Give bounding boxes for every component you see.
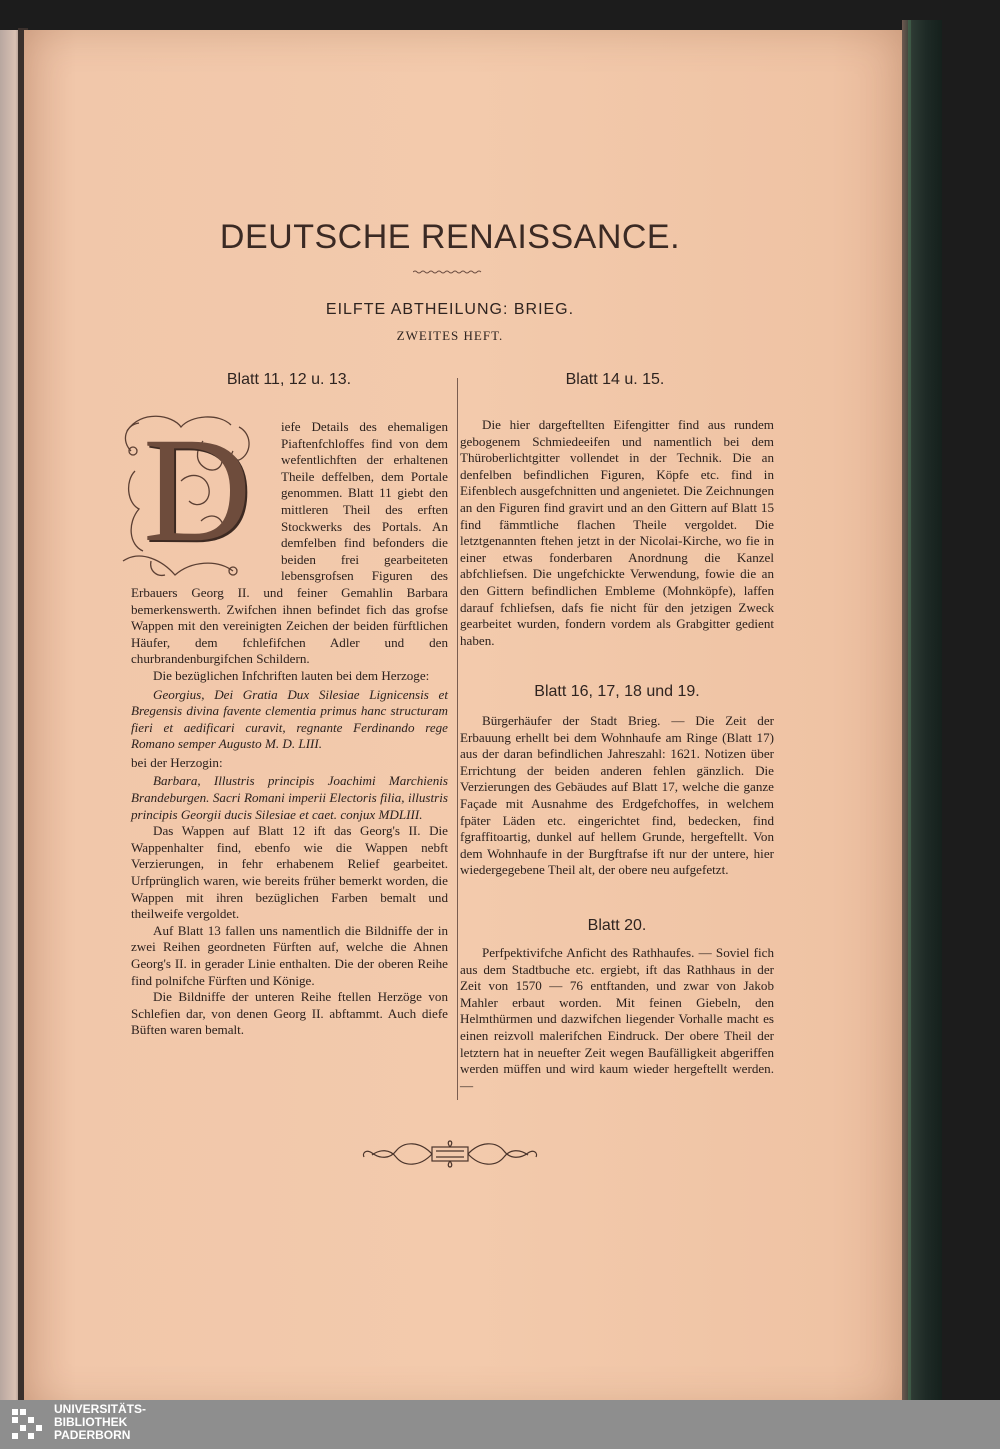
section-subtitle: EILFTE ABTHEILUNG: BRIEG. xyxy=(325,301,575,318)
right-paragraph-3: Perfpektivifche Anficht des Rathhaufes. — Soviel fich aus dem Stadtbuche etc. ergiebt, ift das Rathhaus in der Zeit von 1570 — 76 entftanden, und zwar von Jakob Mahler erbaut worden. Mit feinen Giebeln, den Helmthürmen und dazwifchen liegender Vorhalle macht es einen reizvoll malerifchen Eindruck. Der obere Theil der letztern hat in neuefter Zeit wegen Baufälligkeit abgeriffen werden müffen und wird kaum wieder hergeftellt werden. — xyxy=(460,945,774,1093)
left-paragraph-8: Die Bildniffe der unteren Reihe ftellen Herzöge von Schlefien dar, von denen Georg II. abftammt. Auch diefe Büften waren bemalt. xyxy=(131,989,448,1038)
library-name-line-3: PADERBORN xyxy=(54,1428,131,1442)
dropcap-letter: D xyxy=(143,407,252,573)
issue-label: ZWEITES HEFT. xyxy=(396,328,504,343)
library-footer-bar xyxy=(0,1400,1000,1449)
library-name xyxy=(54,1403,146,1442)
right-heading-1: Blatt 14 u. 15. xyxy=(565,371,665,388)
left-paragraph-6: Das Wappen auf Blatt 12 ift das Georg's II. Die Wappenhalter find, ebenfo wie die Wappen nebft Verzierungen, in fehr erhabenem Relief gearbeitet. Urfprünglich waren, wie bereits früher bemerkt worden, die Wappen mit ihren bezüglichen Farben bemalt und theilweife vergoldet. xyxy=(131,823,448,922)
book-cover-edge xyxy=(902,20,942,1415)
right-text-2 xyxy=(460,713,774,879)
library-name-line-1: UNIVERSITÄTS- xyxy=(54,1402,147,1416)
right-paragraph-1: Die hier dargeftellten Eifengitter find aus rundem gebogenem Schmiedeeifen und namentlich bei dem Thüroberlichtgitter vollendet in der Technik. Die an denfelben befindlichen Figuren, Köpfe etc. find in Eifenblech ausgefchnitten und angenietet. Die Zeichnungen an den Figuren find gravirt und an den Gittern auf Blatt 15 find fämmtliche flachen Theile vergoldet. Die letztgenannten ftehen jetzt in der Nicolai-Kirche, wo fie in einer etwas fonderbaren Anordnung die Kanzel abfchliefsen. Die ungefchickte Verwendung, fowie die an den Gittern befindlichen Embleme (Mohnköpfe), laffen darauf fchliefsen, dafs fie nicht für den jetzigen Zweck gearbeitet wurden, fondern vordem als Grabgitter gedient haben. xyxy=(460,417,774,648)
tailpiece-ornament-icon xyxy=(360,1137,540,1171)
left-paragraph-1: iefe Details des ehemaligen Piaftenfchloffes find von dem wefentlichften der erhaltenen Theile deffelben, dem Portale genommen. Blatt 11 giebt den mittleren Theil des erften Stockwerks des Portals. An demfelben find befonders die beiden frei gearbeiteten lebensgrofsen Figuren des Erbauers Georg II. und feiner Gemahlin Barbara bemerkenswerth. Zwifchen ihnen befindet fich das grofse Wappen mit den vereinigten Zeichen der beiden fürftlichen Häufer, dem fchlefifchen Adler und den churbrandenburgifchen Schildern. xyxy=(131,419,448,667)
library-name-line-2: BIBLIOTHEK xyxy=(54,1415,128,1429)
right-heading-2: Blatt 16, 17, 18 und 19. xyxy=(534,683,700,700)
left-paragraph-7: Auf Blatt 13 fallen uns namentlich die Bildniffe der in zwei Reihen geordneten Fürften auf, welche die Ahnen Georg's II. in gerader Linie enthalten. Die der oberen Reihe find polnifche Fürften und Könige. xyxy=(131,922,448,988)
right-heading-3: Blatt 20. xyxy=(587,917,647,934)
column-divider xyxy=(457,378,458,1100)
decorated-initial xyxy=(121,407,275,581)
library-logo-icon xyxy=(10,1406,46,1442)
title-rule-ornament xyxy=(413,270,483,274)
left-column-text xyxy=(131,407,448,1039)
page-title: DEUTSCHE RENAISSANCE. xyxy=(219,218,681,256)
left-paragraph-2: Die bezüglichen Infchriften lauten bei dem Herzoge: xyxy=(153,667,430,683)
right-text-3 xyxy=(460,945,774,1094)
right-paragraph-2: Bürgerhäufer der Stadt Brieg. — Die Zeit der Erbauung erhellt bei dem Wohnhaufe am Ringe (Blatt 17) aus der daran befindlichen Jahreszahl: 1621. Notizen über Errichtung der beiden anderen fehlen gänzlich. Die Verzierungen des Gebäudes auf Blatt 17, welche die ganze Façade mit Ausnahme des Erdgefchoffes, in welchem fpäter Läden etc. eingerichtet find, bedecken, find fgraffitoartig, dunkel auf hellem Grunde, hergeftellt. Von dem Wohnhaufe in der Burgftrafse ift nur der untere, hier wiedergegebene Theil alt, der obere neu aufgefetzt. xyxy=(460,713,774,878)
left-paragraph-4: bei der Herzogin: xyxy=(131,754,223,770)
inscription-duchess: Barbara, Illustris principis Joachimi Marchienis Brandeburgen. Sacri Romani imperii Electoris filia, illustris principis Georgii ducis Silesiae et caet. conjux MDLIII. xyxy=(131,773,448,822)
inscription-duke: Georgius, Dei Gratia Dux Silesiae Lignicensis et Bregensis divina favente clementia primus hanc structuram fieri et aedificari curavit, regnante Ferdinando rege Romano semper Augusto M. D. LIII. xyxy=(131,686,448,752)
right-text-1 xyxy=(460,417,774,649)
left-heading: Blatt 11, 12 u. 13. xyxy=(226,371,352,388)
